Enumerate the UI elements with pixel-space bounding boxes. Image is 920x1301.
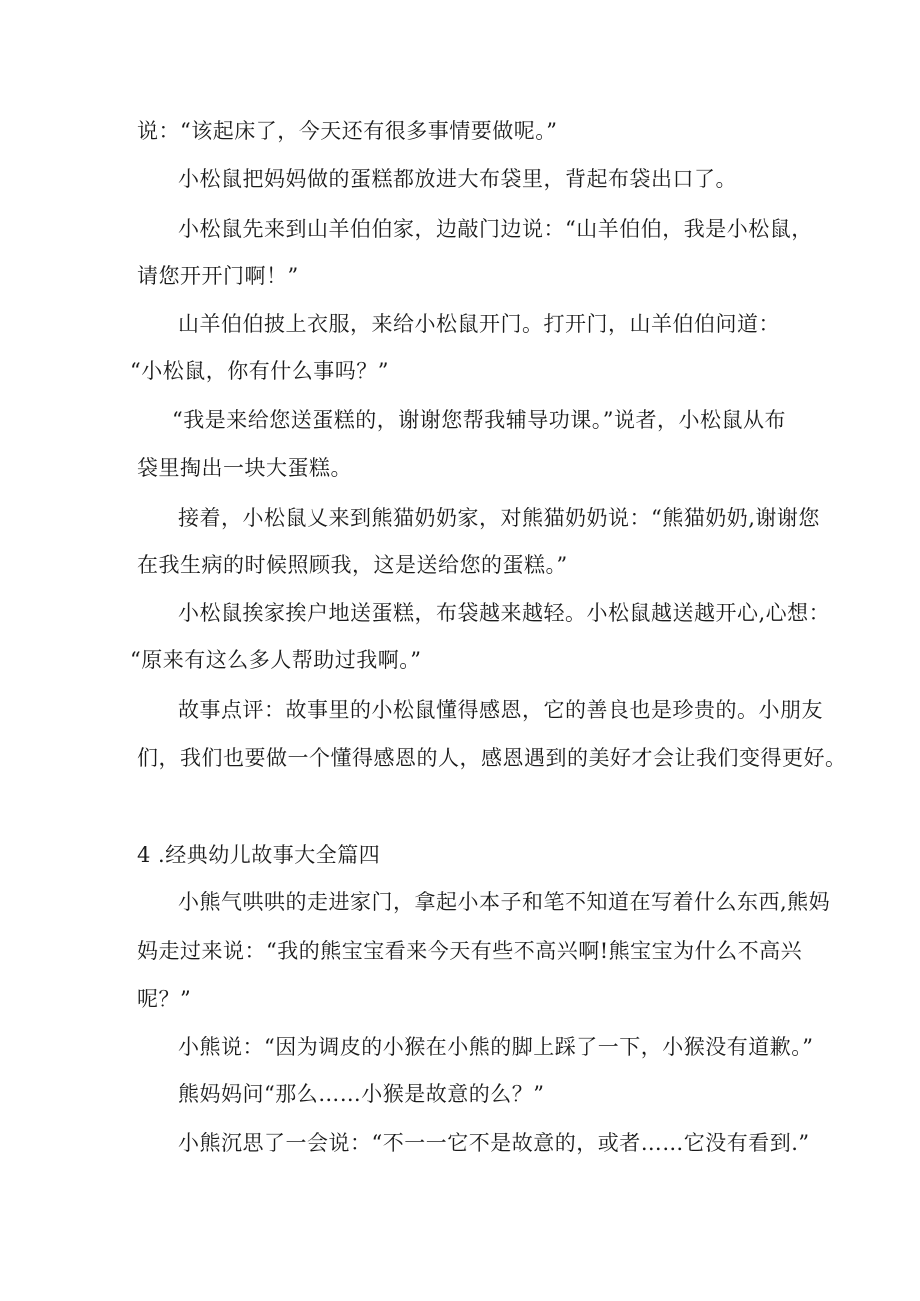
text-line: 小熊气哄哄的走进家门，拿起小本子和笔不知道在写着什么东西,熊妈: [178, 890, 831, 914]
text-line: 袋里掏出一块大蛋糕。: [137, 456, 352, 480]
text-line: 山羊伯伯披上衣服，来给小松鼠开门。打开门，山羊伯伯问道：: [178, 312, 780, 336]
text-line: 请您开开门啊！”: [137, 264, 299, 288]
text-line: “小松鼠，你有什么事吗？”: [130, 359, 389, 383]
text-line: 小松鼠挨家挨户地送蛋糕，布袋越来越轻。小松鼠越送越开心,心想：: [178, 601, 831, 625]
text-line: 小松鼠把妈妈做的蛋糕都放进大布袋里，背起布袋出口了。: [178, 167, 737, 191]
text-line: 接着，小松鼠乂来到熊猫奶奶家，对熊猫奶奶说：“熊猫奶奶,谢谢您: [178, 506, 820, 530]
text-line: 呢？”: [137, 987, 192, 1011]
text-line: 妈走过来说：“我的熊宝宝看来今天有些不高兴啊!熊宝宝为什么不高兴: [137, 939, 803, 963]
text-line: 说：“该起床了，今天还有很多事情要做呢。”: [137, 119, 558, 143]
text-line: 小熊沉思了一会说：“不一一它不是故意的，或者……它没有看到.”: [178, 1131, 810, 1155]
text-line: 在我生病的时候照顾我，这是送给您的蛋糕。”: [137, 553, 568, 577]
text-line: 小熊说：“因为调皮的小猴在小熊的脚上踩了一下，小猴没有道歉。”: [178, 1035, 814, 1059]
text-line: 熊妈妈问“那么……小猴是故意的么？”: [178, 1082, 545, 1106]
text-line: 故事点评：故事里的小松鼠懂得感恩，它的善良也是珍贵的。小朋友: [178, 698, 823, 722]
text-line: “原来有这么多人帮助过我啊。”: [130, 648, 422, 672]
text-line: “我是来给您送蛋糕的，谢谢您帮我辅导功课。”说者，小松鼠从布: [172, 408, 786, 432]
text-line: 小松鼠先来到山羊伯伯家，边敲门边说：“山羊伯伯，我是小松鼠，: [178, 217, 813, 241]
section-heading: 4 .经典幼儿故事大全篇四: [137, 843, 381, 867]
text-line: 们，我们也要做一个懂得感恩的人，感恩遇到的美好才会让我们变得更好。: [137, 746, 847, 770]
